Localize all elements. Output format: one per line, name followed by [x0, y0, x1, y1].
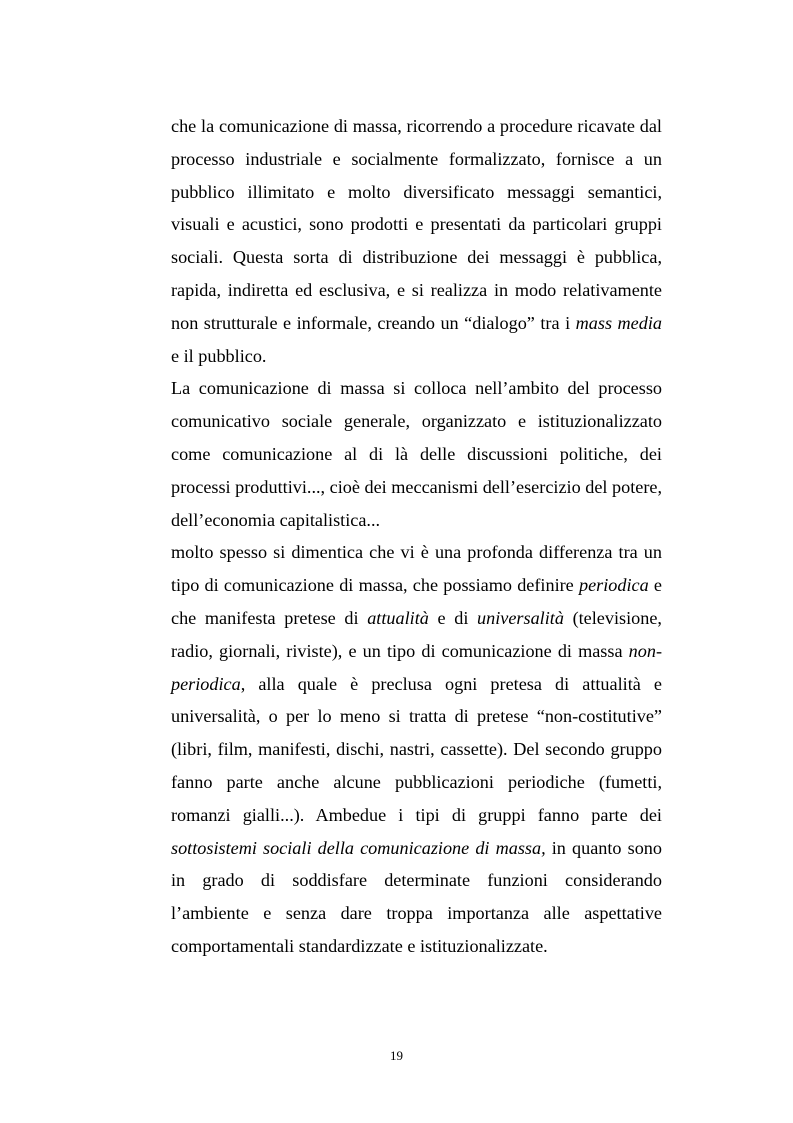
page-number: 19	[390, 1048, 403, 1063]
italic-text-segment: non-periodica	[171, 640, 662, 694]
text-segment: e il pubblico.	[171, 345, 267, 366]
italic-text-segment: sottosistemi sociali della comunicazione di massa,	[171, 837, 546, 858]
text-segment: e di	[428, 607, 478, 628]
italic-text-segment: attualità	[367, 607, 429, 628]
text-segment: La comunicazione di massa si colloca nell’ambito del processo comunicativo sociale generale, organizzato e istituzionalizzato come comunicazione al di là delle discussioni politiche, dei processi produttivi..., cioè dei meccanismi dell’esercizio del potere, dell’economia capitalistica...	[171, 378, 662, 530]
paragraph	[171, 372, 662, 536]
text-segment: e che manifesta pretese di	[171, 575, 663, 628]
text-segment: in quanto sono in grado di soddisfare determinate funzioni considerando l’ambiente e senza dare troppa importanza alle aspettative comportamentali standardizzate e istituzionalizzate.	[171, 837, 662, 956]
italic-text-segment: periodica	[578, 575, 649, 596]
italic-text-segment: mass media	[575, 312, 662, 333]
text-segment: che la comunicazione di massa, ricorrendo a procedure ricavate dal processo industriale e socialmente formalizzato, fornisce a un pubblico illimitato e molto diversificato messaggi semantici, visuali e acustici, sono prodotti e presentati da particolari gruppi sociali. Questa sorta di distribuzione dei messaggi è pubblica, rapida, indiretta ed esclusiva, e si realizza in modo relativamente non strutturale e informale, creando un “dialogo” tra i	[171, 116, 662, 333]
italic-text-segment: universalità	[477, 607, 564, 628]
text-segment: (televisione, radio, giornali, riviste), e un tipo di comunicazione di massa	[171, 607, 662, 661]
text-segment: molto spesso si dimentica che vi è una profonda differenza tra un tipo di comunicazione di massa, che possiamo definire	[171, 542, 662, 596]
text-segment: , alla quale è preclusa ogni pretesa di attualità e universalità, o per lo meno si tratta di pretese “non-costitutive” (libri, film, manifesti, dischi, nastri, cassette). Del secondo gruppo fanno parte anche alcune pubblicazioni periodiche (fumetti, romanzi gialli...). Ambedue i tipi di gruppi fanno parte dei	[171, 673, 662, 825]
body-text	[171, 110, 662, 963]
paragraph	[171, 536, 662, 962]
paragraph	[171, 110, 662, 372]
